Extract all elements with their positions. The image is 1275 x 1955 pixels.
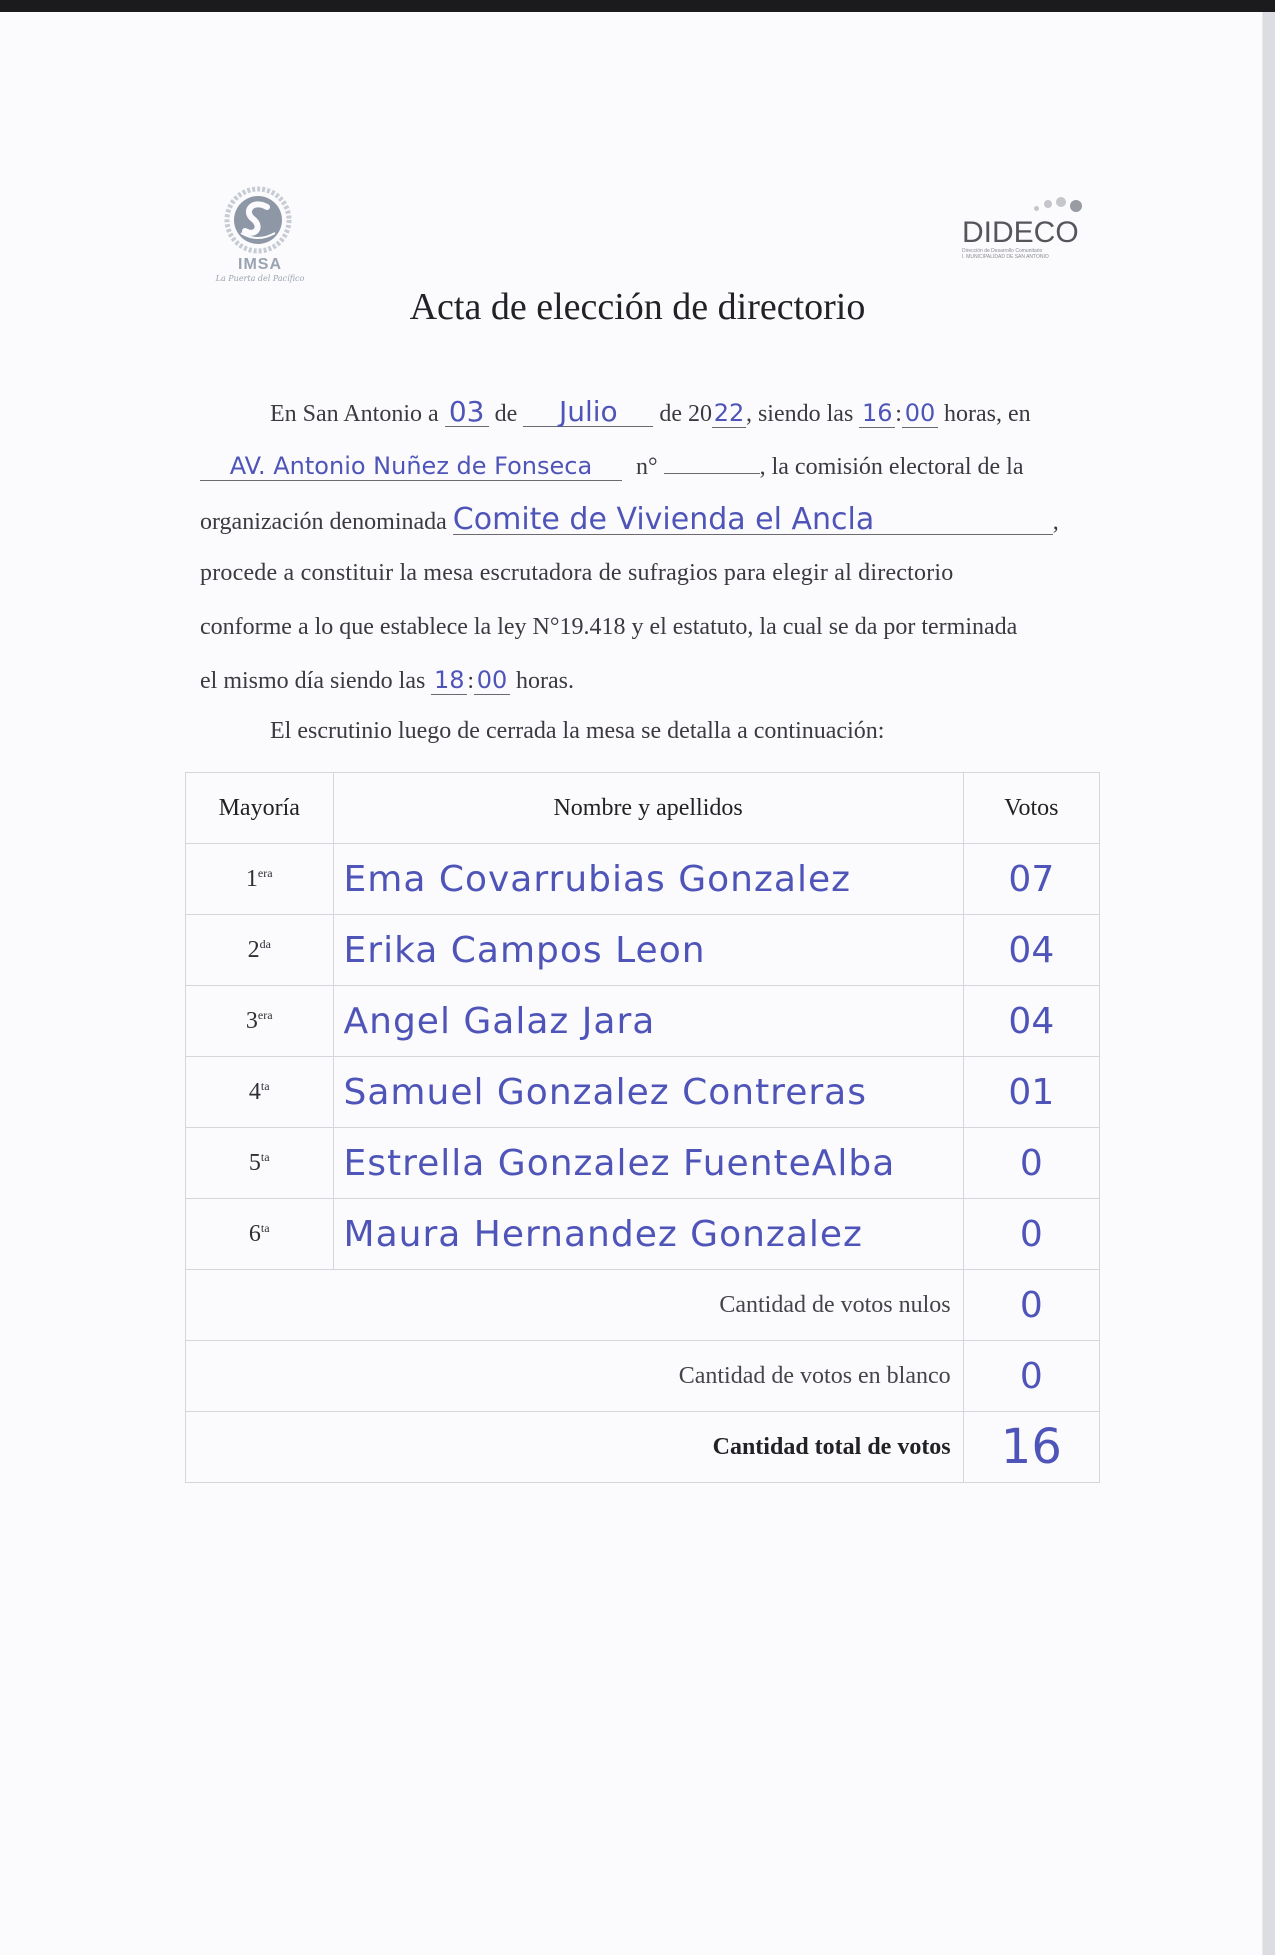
text-horas: horas.: [515, 668, 574, 694]
total-votes-row: [186, 1412, 1100, 1483]
address-field: AV. Antonio Nuñez de Fonseca: [200, 452, 622, 481]
rank-cell: $1^{era}$: [186, 844, 334, 915]
start-hour-field: 16: [859, 399, 895, 428]
table-row: [186, 1128, 1100, 1199]
header-votos: Votos: [963, 773, 1099, 844]
imsa-logo: [205, 185, 315, 285]
vote-count: 0: [963, 1199, 1099, 1270]
paragraph-line-4: procede a constituir la mesa escrutadora de sufragios para elegir al directorio: [200, 560, 954, 586]
year-field: 22: [713, 399, 745, 427]
blank-votes-row: [186, 1341, 1100, 1412]
text-de-20: de 20: [659, 401, 712, 427]
paragraph-line-5: conforme a lo que establece la ley N°19.418 y el estatuto, la cual se da por terminada: [200, 614, 1018, 640]
paragraph-line-1: En San Antonio a 03 de Julio de 2022, siendo las 16 : 00 horas, en: [270, 395, 1031, 428]
candidate-name: Erika Campos Leon: [333, 915, 963, 986]
text-escrutinio: El escrutinio luego de cerrada la mesa se detalla a continuación:: [270, 718, 885, 744]
paragraph-line-2: [200, 452, 1090, 481]
organization-field: Comite de Vivienda el Ancla: [453, 506, 1053, 535]
number-field: [664, 453, 760, 474]
rank-cell: $4^{ta}$: [186, 1057, 334, 1128]
rank-cell: $6^{ta}$: [186, 1199, 334, 1270]
text-horas-en: horas, en: [943, 401, 1031, 427]
document-title: Acta de elección de directorio: [409, 286, 866, 328]
candidate-name: Estrella Gonzalez FuenteAlba: [333, 1128, 963, 1199]
total-votes-value: 16: [963, 1412, 1099, 1483]
end-minute-field: 00: [474, 666, 510, 695]
start-minute-field: 00: [902, 399, 938, 428]
text-comma: ,: [1052, 509, 1059, 535]
table-header-row: [186, 773, 1100, 844]
blank-votes-label: Cantidad de votos en blanco: [186, 1341, 964, 1412]
day-field: 03: [445, 398, 489, 427]
text-comision-electoral: , la comisión electoral de la: [759, 454, 1024, 480]
vote-count: 01: [963, 1057, 1099, 1128]
table-row: [186, 844, 1100, 915]
dideco-logo: [962, 192, 1086, 272]
table-row: [186, 1057, 1100, 1128]
text-organizacion-denominada: organización denominada: [200, 509, 447, 535]
table-row: [186, 1199, 1100, 1270]
candidate-name: Maura Hernandez Gonzalez: [333, 1199, 963, 1270]
paragraph-line-3: [200, 502, 1090, 537]
null-votes-row: [186, 1270, 1100, 1341]
scan-top-edge: [0, 0, 1275, 12]
rank-cell: $5^{ta}$: [186, 1128, 334, 1199]
dideco-logo-name: DIDECO: [962, 216, 1079, 249]
month-field: Julio: [523, 398, 653, 427]
imsa-logo-name: IMSA: [238, 256, 282, 273]
vote-count: 04: [963, 986, 1099, 1057]
imsa-emblem-icon: [223, 185, 293, 255]
dideco-logo-subtitle: Dirección de Desarrollo Comunitario: [962, 248, 1043, 254]
vote-count: 07: [963, 844, 1099, 915]
text-mismo-dia: el mismo día siendo las: [200, 668, 426, 694]
paragraph-line-6: el mismo día siendo las 18 : 00 horas.: [200, 666, 574, 694]
candidate-name: Angel Galaz Jara: [333, 986, 963, 1057]
blank-votes-value: 0: [963, 1341, 1099, 1412]
vote-count: 0: [963, 1128, 1099, 1199]
text-siendo-las: , siendo las: [745, 401, 854, 427]
null-votes-value: 0: [963, 1270, 1099, 1341]
total-votes-label: Cantidad total de votos: [186, 1412, 964, 1483]
header-mayoria: Mayoría: [186, 773, 334, 844]
candidate-name: Ema Covarrubias Gonzalez: [333, 844, 963, 915]
table-row: [186, 915, 1100, 986]
dideco-dots-icon: [962, 192, 1086, 218]
end-hour-field: 18: [431, 666, 467, 695]
table-row: [186, 986, 1100, 1057]
results-table: [185, 772, 1100, 1483]
text-en-san-antonio: En San Antonio a: [270, 401, 439, 427]
text-de: de: [494, 401, 518, 427]
text-numero: n°: [636, 454, 658, 480]
imsa-logo-tagline: La Puerta del Pacífico: [215, 274, 305, 283]
rank-cell: $3^{era}$: [186, 986, 334, 1057]
candidate-name: Samuel Gonzalez Contreras: [333, 1057, 963, 1128]
dideco-logo-municipality: I. MUNICIPALIDAD DE SAN ANTONIO: [962, 254, 1049, 260]
vote-count: 04: [963, 915, 1099, 986]
null-votes-label: Cantidad de votos nulos: [186, 1270, 964, 1341]
rank-cell: $2^{da}$: [186, 915, 334, 986]
header-nombre: Nombre y apellidos: [333, 773, 963, 844]
paragraph-line-7: [200, 718, 1090, 745]
